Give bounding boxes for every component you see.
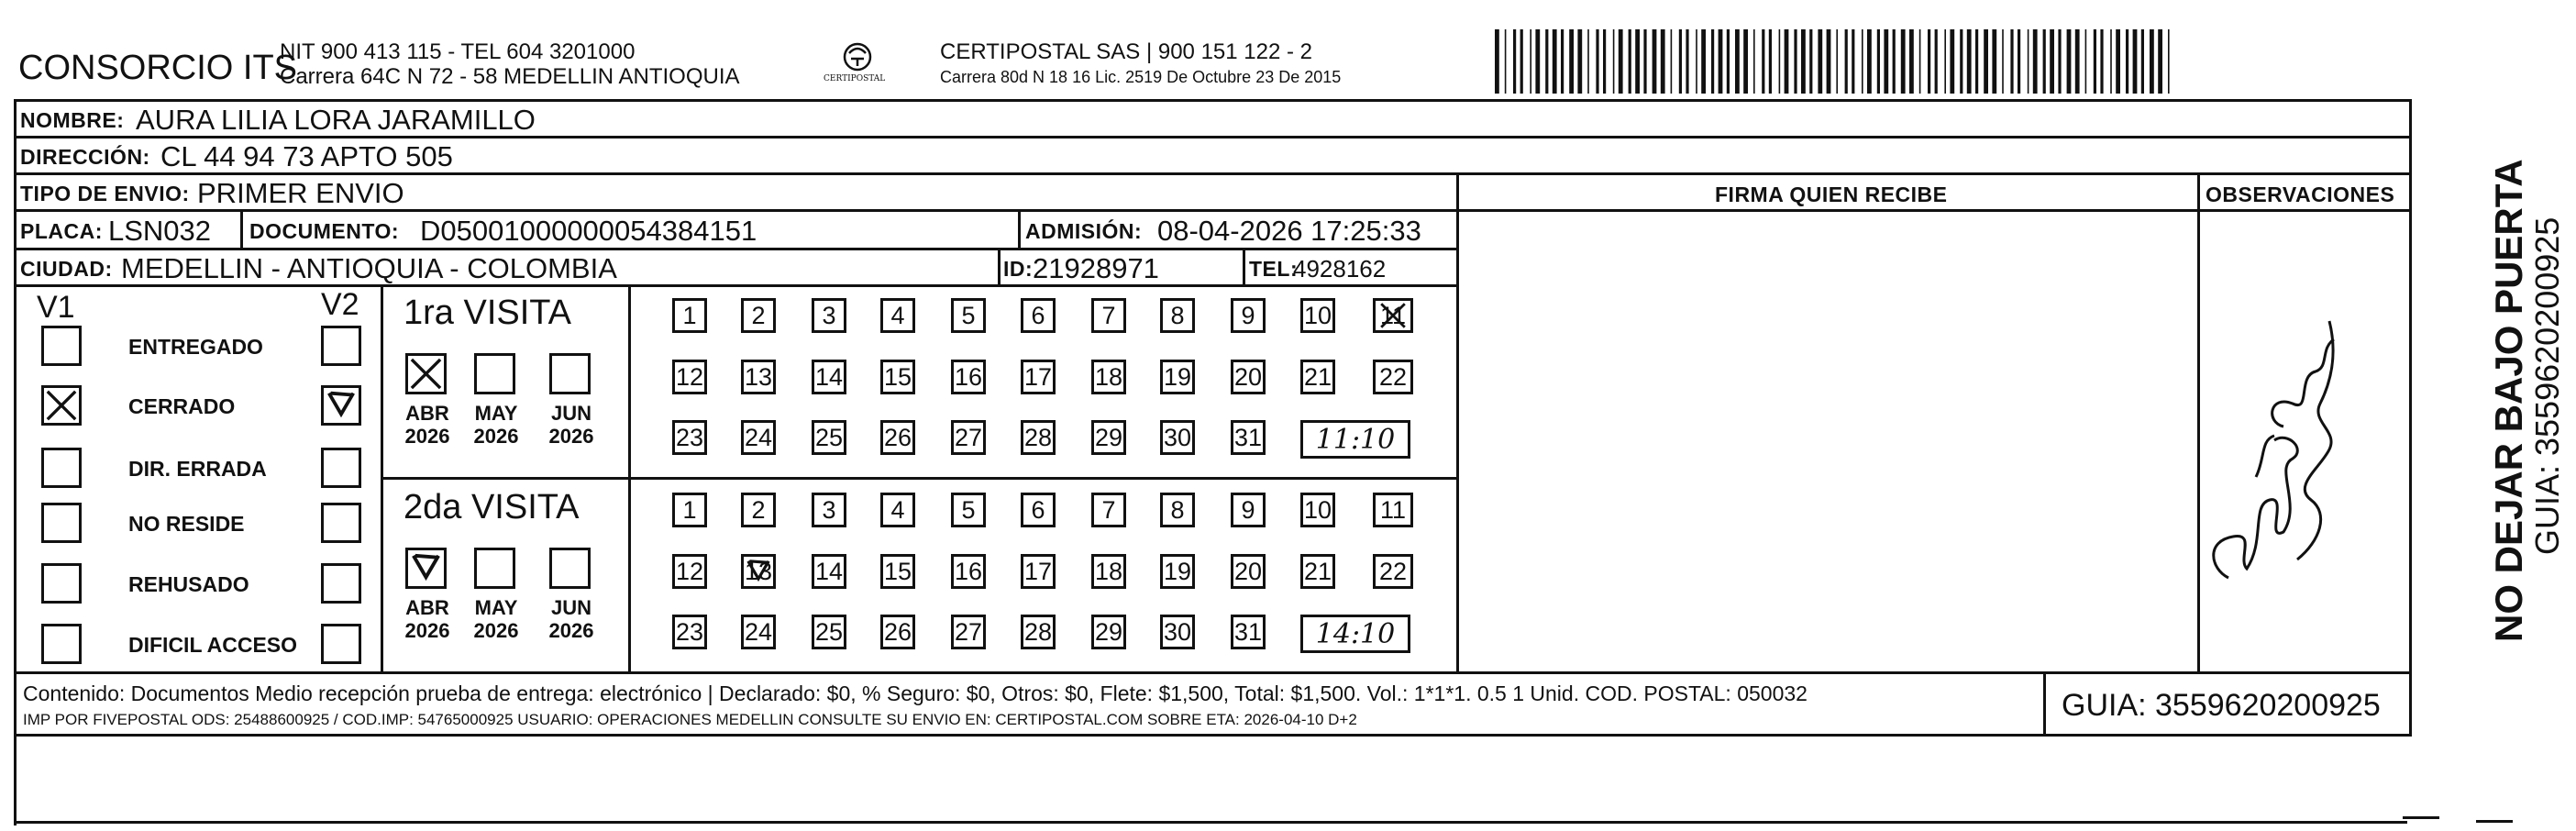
visit2-day[interactable]: 30 bbox=[1160, 615, 1195, 649]
v1-checkbox[interactable] bbox=[41, 503, 82, 543]
placa-value: LSN032 bbox=[108, 215, 212, 247]
visit1-day[interactable]: 6 bbox=[1021, 298, 1056, 333]
visit2-month-checkbox[interactable] bbox=[549, 548, 591, 589]
visit1-day[interactable]: 27 bbox=[951, 420, 986, 455]
tel-label: TEL: bbox=[1249, 257, 1299, 281]
visit1-month-year: 2026 bbox=[548, 425, 594, 449]
visit1-day[interactable]: 10 bbox=[1300, 298, 1335, 333]
visit2-month-year: 2026 bbox=[473, 619, 519, 643]
visit2-day[interactable]: 2 bbox=[741, 493, 776, 527]
visit1-day[interactable]: 4 bbox=[880, 298, 915, 333]
v1-checkbox[interactable] bbox=[41, 448, 82, 488]
visit2-day[interactable]: 20 bbox=[1231, 554, 1266, 589]
visit1-day[interactable]: 15 bbox=[880, 360, 915, 394]
visit1-day[interactable]: 25 bbox=[812, 420, 846, 455]
visit2-day[interactable]: 27 bbox=[951, 615, 986, 649]
visit1-day[interactable]: 22 bbox=[1373, 360, 1413, 394]
visit2-month-checkbox[interactable] bbox=[474, 548, 515, 589]
visit1-day-number: 11 bbox=[1379, 301, 1407, 329]
visit1-title: 1ra VISITA bbox=[404, 294, 572, 332]
visit2-day[interactable]: 4 bbox=[880, 493, 915, 527]
visit2-month-name: MAY bbox=[474, 596, 518, 619]
visit2-day[interactable]: 6 bbox=[1021, 493, 1056, 527]
certipostal-company: CERTIPOSTAL SAS | 900 151 122 - 2 bbox=[940, 39, 1312, 64]
tipo-value: PRIMER ENVIO bbox=[197, 177, 404, 209]
visit1-month-label bbox=[470, 402, 523, 449]
visit2-time-box[interactable]: 14:10 bbox=[1300, 615, 1410, 653]
status-label: CERRADO bbox=[128, 394, 236, 418]
admision-value: 08-04-2026 17:25:33 bbox=[1157, 215, 1421, 247]
observaciones-header: OBSERVACIONES bbox=[2206, 183, 2395, 206]
v2-checkbox[interactable] bbox=[321, 563, 361, 604]
visit1-day[interactable]: 24 bbox=[741, 420, 776, 455]
visit1-day[interactable]: 14 bbox=[812, 360, 846, 394]
visit2-day[interactable]: 31 bbox=[1231, 615, 1266, 649]
visit2-month-label bbox=[545, 596, 598, 643]
visit1-day[interactable]: 13 bbox=[741, 360, 776, 394]
visit1-month-name: ABR bbox=[405, 402, 449, 425]
visit2-day[interactable]: 1 bbox=[672, 493, 707, 527]
visit2-day[interactable]: 9 bbox=[1231, 493, 1266, 527]
visit1-day[interactable]: 5 bbox=[951, 298, 986, 333]
visit2-month-label bbox=[401, 596, 454, 643]
visit1-day[interactable]: 21 bbox=[1300, 360, 1335, 394]
visit2-day[interactable]: 24 bbox=[741, 615, 776, 649]
visit1-day[interactable]: 1 bbox=[672, 298, 707, 333]
visit1-day[interactable]: 2 bbox=[741, 298, 776, 333]
company-name: CONSORCIO ITS bbox=[18, 49, 298, 87]
side-guia: GUIA: 3559620200925 bbox=[2528, 216, 2566, 555]
visit1-day[interactable]: 9 bbox=[1231, 298, 1266, 333]
visit2-day[interactable]: 12 bbox=[672, 554, 707, 589]
visit2-day[interactable]: 28 bbox=[1021, 615, 1056, 649]
footer-line1: Contenido: Documentos Medio recepción prueba de entrega: electrónico | Declarado: $0, % Seguro: $0, Otros: $0, Flete: $1,500, Total: $1,500. Vol.: 1*1*1. 0.5 1 Unid. COD. POSTAL: 050032 bbox=[23, 681, 1808, 705]
visit1-month-label bbox=[401, 402, 454, 449]
visit2-day[interactable]: 29 bbox=[1091, 615, 1126, 649]
visit1-month-checkbox[interactable] bbox=[405, 353, 447, 394]
visit1-day[interactable]: 20 bbox=[1231, 360, 1266, 394]
status-label: DIR. ERRADA bbox=[128, 457, 267, 481]
visit2-month-name: JUN bbox=[550, 596, 591, 619]
visit1-month-year: 2026 bbox=[473, 425, 519, 449]
firma-header: FIRMA QUIEN RECIBE bbox=[1715, 183, 1948, 206]
v1-checkbox[interactable] bbox=[41, 563, 82, 604]
status-label: DIFICIL ACCESO bbox=[128, 633, 298, 657]
visit1-month-name: JUN bbox=[550, 402, 591, 425]
certipostal-logo bbox=[816, 39, 899, 94]
v2-checkbox[interactable] bbox=[321, 448, 361, 488]
v2-checkbox[interactable] bbox=[321, 385, 361, 426]
status-label: REHUSADO bbox=[128, 572, 249, 596]
visit2-month-checkbox[interactable] bbox=[405, 548, 447, 589]
visit2-month-year: 2026 bbox=[548, 619, 594, 643]
visit1-month-checkbox[interactable] bbox=[549, 353, 591, 394]
ciudad-label: CIUDAD: bbox=[20, 257, 113, 281]
ciudad-value: MEDELLIN - ANTIOQUIA - COLOMBIA bbox=[121, 252, 617, 284]
v2-checkbox[interactable] bbox=[321, 624, 361, 664]
company-nit-phone: NIT 900 413 115 - TEL 604 3201000 bbox=[280, 39, 636, 64]
visit2-day[interactable]: 23 bbox=[672, 615, 707, 649]
v2-label: V2 bbox=[321, 287, 359, 322]
visit1-day[interactable]: 28 bbox=[1021, 420, 1056, 455]
tel-value: 4928162 bbox=[1293, 255, 1387, 283]
recipient-signature bbox=[2201, 266, 2348, 596]
visit1-day[interactable]: 12 bbox=[672, 360, 707, 394]
barcode bbox=[1495, 29, 2178, 94]
placa-label: PLACA: bbox=[20, 219, 103, 243]
visit2-month-name: ABR bbox=[405, 596, 449, 619]
documento-label: DOCUMENTO: bbox=[249, 219, 400, 243]
visit1-month-name: MAY bbox=[474, 402, 518, 425]
visit2-day[interactable]: 15 bbox=[880, 554, 915, 589]
visit2-day[interactable]: 3 bbox=[812, 493, 846, 527]
visit1-day[interactable]: 29 bbox=[1091, 420, 1126, 455]
visit2-day[interactable]: 22 bbox=[1373, 554, 1413, 589]
visit2-day[interactable]: 8 bbox=[1160, 493, 1195, 527]
visit1-month-year: 2026 bbox=[404, 425, 450, 449]
visit1-day[interactable]: 26 bbox=[880, 420, 915, 455]
visit1-day[interactable]: 31 bbox=[1231, 420, 1266, 455]
visit1-month-checkbox[interactable] bbox=[474, 353, 515, 394]
v2-checkbox[interactable] bbox=[321, 326, 361, 366]
visit1-day[interactable] bbox=[1373, 298, 1413, 333]
nombre-label: NOMBRE: bbox=[20, 108, 125, 132]
visit1-day[interactable]: 23 bbox=[672, 420, 707, 455]
logo-text: CERTIPOSTAL bbox=[824, 74, 886, 83]
visit2-day[interactable]: 19 bbox=[1160, 554, 1195, 589]
visit1-day[interactable]: 19 bbox=[1160, 360, 1195, 394]
visit2-month-label bbox=[470, 596, 523, 643]
v2-checkbox[interactable] bbox=[321, 503, 361, 543]
visit1-month-label bbox=[545, 402, 598, 449]
footer-guia: GUIA: 3559620200925 bbox=[2062, 688, 2381, 723]
visit1-day[interactable]: 30 bbox=[1160, 420, 1195, 455]
visit1-day[interactable]: 7 bbox=[1091, 298, 1126, 333]
direccion-label: DIRECCIÓN: bbox=[20, 145, 150, 169]
visit2-day[interactable]: 21 bbox=[1300, 554, 1335, 589]
visit1-day[interactable]: 8 bbox=[1160, 298, 1195, 333]
visit2-day[interactable]: 7 bbox=[1091, 493, 1126, 527]
v1-checkbox[interactable] bbox=[41, 326, 82, 366]
nombre-value: AURA LILIA LORA JARAMILLO bbox=[136, 104, 536, 136]
visit2-day-number: 13 bbox=[744, 557, 773, 585]
visit2-day[interactable]: 5 bbox=[951, 493, 986, 527]
visit2-day[interactable]: 16 bbox=[951, 554, 986, 589]
visit2-day[interactable]: 17 bbox=[1021, 554, 1056, 589]
id-label: ID: bbox=[1003, 257, 1034, 281]
visit2-day[interactable]: 14 bbox=[812, 554, 846, 589]
certipostal-address: Carrera 80d N 18 16 Lic. 2519 De Octubre 23 De 2015 bbox=[940, 68, 1342, 86]
visit2-day[interactable]: 10 bbox=[1300, 493, 1335, 527]
footer-line2: IMP POR FIVEPOSTAL ODS: 25488600925 / COD.IMP: 54765000925 USUARIO: OPERACIONES MEDELLIN CONSULTE SU ENVIO EN: CERTIPOSTAL.COM SOBRE ETA: 2026-04-10 D+2 bbox=[23, 711, 1357, 728]
status-label: ENTREGADO bbox=[128, 335, 263, 359]
visit2-month-year: 2026 bbox=[404, 619, 450, 643]
visit1-day[interactable]: 16 bbox=[951, 360, 986, 394]
visit2-day[interactable] bbox=[741, 554, 776, 589]
admision-label: ADMISIÓN: bbox=[1025, 219, 1143, 243]
v1-checkbox[interactable] bbox=[41, 385, 82, 426]
form-bottom-area bbox=[14, 734, 2576, 825]
visit2-day[interactable]: 11 bbox=[1373, 493, 1413, 527]
visit1-day[interactable]: 3 bbox=[812, 298, 846, 333]
visit2-day[interactable]: 25 bbox=[812, 615, 846, 649]
visit2-day[interactable]: 18 bbox=[1091, 554, 1126, 589]
v1-checkbox[interactable] bbox=[41, 624, 82, 664]
documento-value: D05001000000054384151 bbox=[420, 215, 757, 247]
v1-label: V1 bbox=[37, 290, 75, 325]
visit1-time-box[interactable]: 11:10 bbox=[1300, 420, 1410, 459]
id-value: 21928971 bbox=[1033, 252, 1159, 284]
visit1-day[interactable]: 17 bbox=[1021, 360, 1056, 394]
tipo-label: TIPO DE ENVIO: bbox=[20, 182, 190, 205]
direccion-value: CL 44 94 73 APTO 505 bbox=[160, 140, 453, 172]
company-address: Carrera 64C N 72 - 58 MEDELLIN ANTIOQUIA bbox=[280, 64, 740, 89]
side-warning: NO DEJAR BAJO PUERTA bbox=[2487, 159, 2530, 642]
status-label: NO RESIDE bbox=[128, 512, 245, 536]
visit2-day[interactable]: 26 bbox=[880, 615, 915, 649]
visit1-day[interactable]: 18 bbox=[1091, 360, 1126, 394]
visit2-title: 2da VISITA bbox=[404, 488, 580, 526]
